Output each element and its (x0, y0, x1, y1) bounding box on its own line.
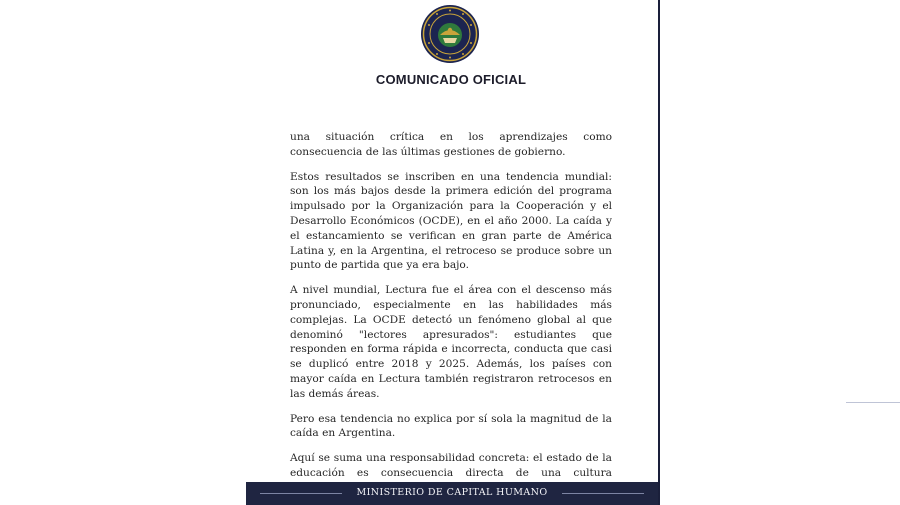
paragraph: Pero esa tendencia no explica por sí sola la magnitud de la caída en Argentina. (290, 412, 612, 440)
document-title: COMUNICADO OFICIAL (375, 72, 527, 87)
document-page (246, 0, 660, 505)
ministry-seal-icon (420, 4, 480, 64)
side-divider (846, 402, 900, 403)
paragraph: Estos resultados se inscriben en una tendencia mundial: son los más bajos desde la primera edición del programa impulsado por la Organización para la Cooperación y el Desarrollo Económicos (OCDE), en el año 2000. La caída y el estancamiento se verifican en gran parte de América Latina y, en la Argentina, el retroceso se produce sobre un punto de partida que ya era bajo. (290, 170, 612, 272)
footer-ministry-name: MINISTERIO DE CAPITAL HUMANO (356, 487, 548, 498)
paragraph: Aquí se suma una responsabilidad concreta: el estado de la educación es consecuencia directa de una cultura (290, 452, 612, 479)
footer-band (246, 482, 658, 505)
footer-divider (562, 493, 644, 494)
document-body (290, 130, 612, 505)
paragraph: A nivel mundial, Lectura fue el área con el descenso más pronunciado, especialmente en las habilidades más complejas. La OCDE detectó un fenómeno global al que denominó "lectores apresurados": estudiantes que responden en forma rápida e incorrecta, conducta que casi se duplicó entre 2018 y 2025. Además, los países con mayor caída en Lectura también registraron retrocesos en las demás áreas. (290, 284, 612, 400)
paragraph: una situación crítica en los aprendizajes como consecuencia de las últimas gestiones de gobierno. (290, 131, 612, 158)
